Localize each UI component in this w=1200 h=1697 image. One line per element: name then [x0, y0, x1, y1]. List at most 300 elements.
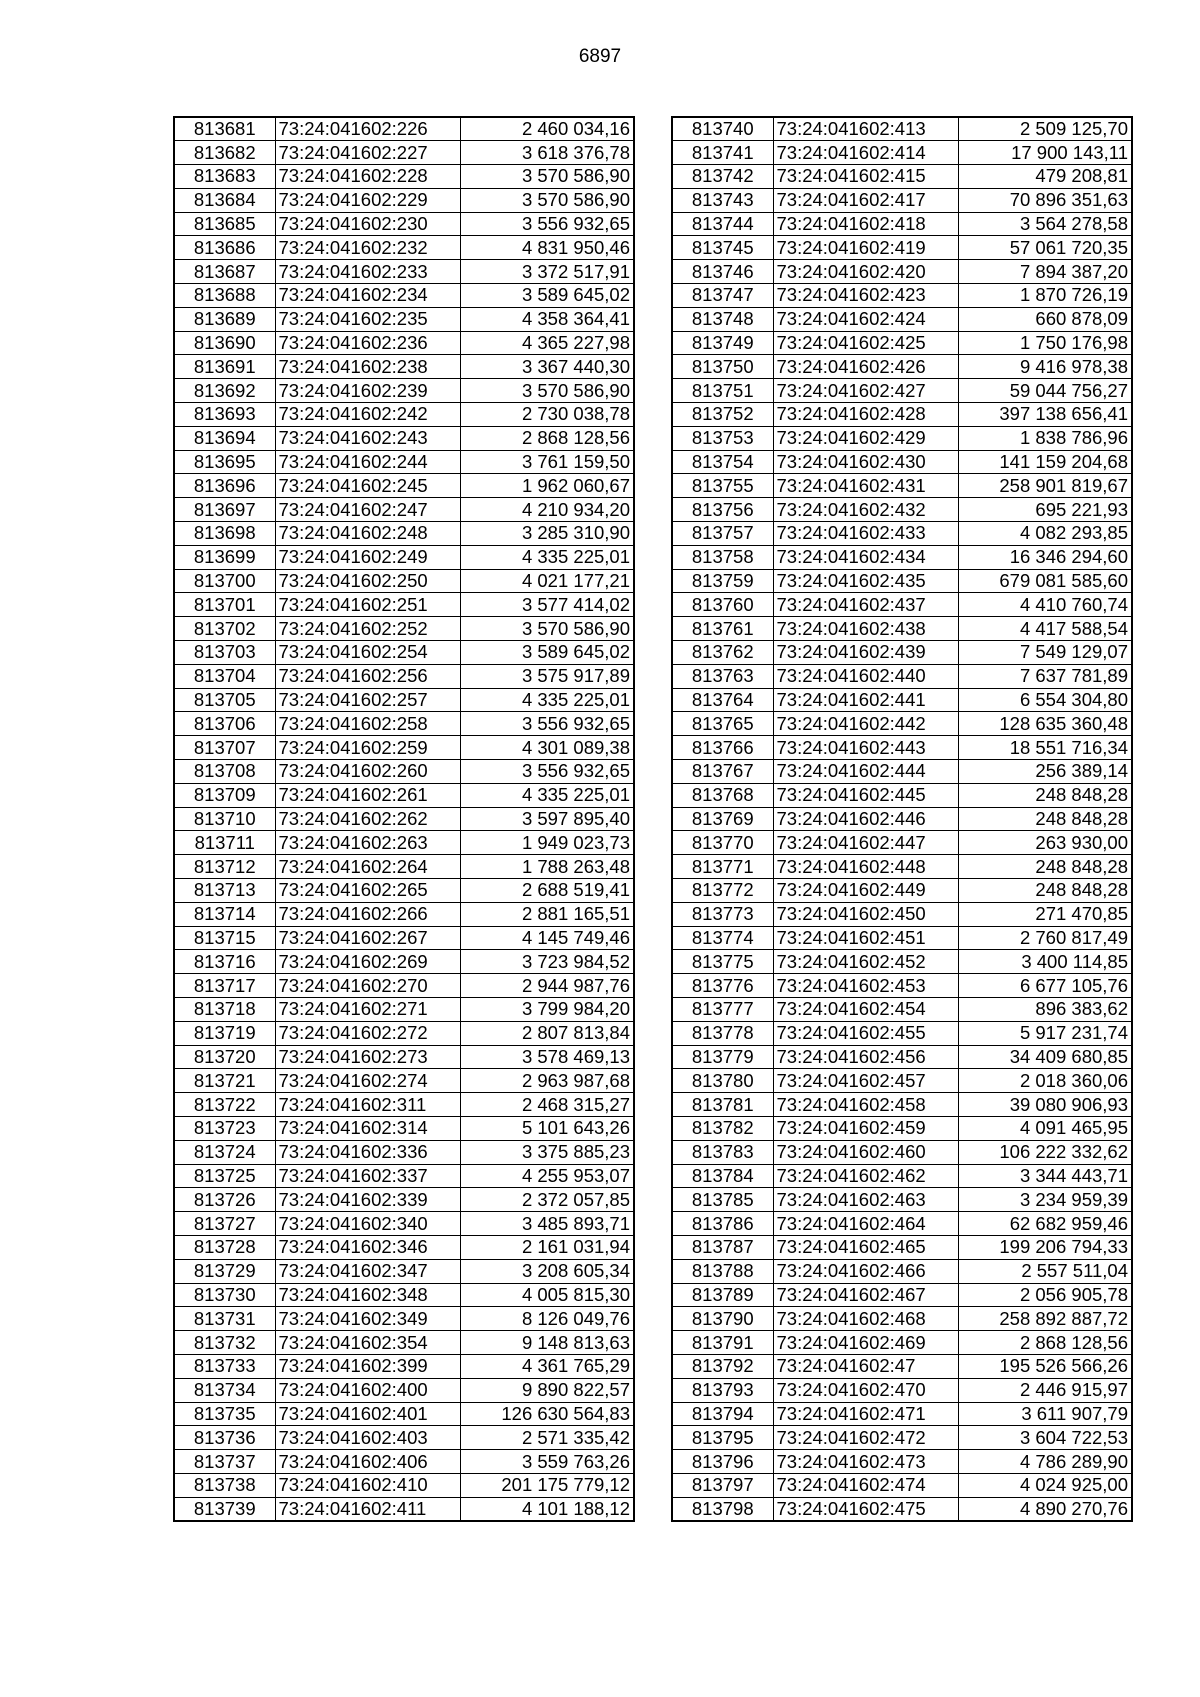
record-number-cell: 813717	[174, 974, 275, 998]
record-number-cell: 813775	[672, 950, 773, 974]
record-number-cell: 813782	[672, 1116, 773, 1140]
table-row	[672, 331, 1132, 355]
cadastral-number-cell: 73:24:041602:452	[773, 950, 958, 974]
record-number-cell: 813730	[174, 1283, 275, 1307]
value-cell: 3 570 586,90	[460, 188, 634, 212]
table-row	[672, 307, 1132, 331]
table-row	[672, 165, 1132, 189]
cadastral-number-cell: 73:24:041602:459	[773, 1116, 958, 1140]
record-number-cell: 813786	[672, 1212, 773, 1236]
record-number-cell: 813765	[672, 712, 773, 736]
value-cell: 4 358 364,41	[460, 307, 634, 331]
table-row	[174, 1188, 634, 1212]
value-cell: 9 148 813,63	[460, 1331, 634, 1355]
cadastral-number-cell: 73:24:041602:463	[773, 1188, 958, 1212]
table-row	[174, 522, 634, 546]
cadastral-number-cell: 73:24:041602:247	[275, 498, 460, 522]
table-row	[174, 664, 634, 688]
record-number-cell: 813688	[174, 284, 275, 308]
record-number-cell: 813739	[174, 1497, 275, 1521]
value-cell: 2 807 813,84	[460, 1021, 634, 1045]
record-number-cell: 813733	[174, 1354, 275, 1378]
record-number-cell: 813690	[174, 331, 275, 355]
value-cell: 4 335 225,01	[460, 545, 634, 569]
cadastral-number-cell: 73:24:041602:262	[275, 807, 460, 831]
cadastral-number-cell: 73:24:041602:424	[773, 307, 958, 331]
left-table-body	[174, 117, 634, 1521]
value-cell: 7 549 129,07	[958, 641, 1132, 665]
record-number-cell: 813772	[672, 879, 773, 903]
record-number-cell: 813760	[672, 593, 773, 617]
value-cell: 896 383,62	[958, 997, 1132, 1021]
cadastral-number-cell: 73:24:041602:433	[773, 522, 958, 546]
value-cell: 1 750 176,98	[958, 331, 1132, 355]
value-cell: 3 400 114,85	[958, 950, 1132, 974]
table-row	[174, 284, 634, 308]
cadastral-number-cell: 73:24:041602:261	[275, 783, 460, 807]
record-number-cell: 813746	[672, 260, 773, 284]
table-row	[672, 1140, 1132, 1164]
record-number-cell: 813770	[672, 831, 773, 855]
record-number-cell: 813722	[174, 1093, 275, 1117]
cadastral-number-cell: 73:24:041602:432	[773, 498, 958, 522]
record-number-cell: 813762	[672, 641, 773, 665]
value-cell: 4 301 089,38	[460, 736, 634, 760]
table-row	[174, 1235, 634, 1259]
cadastral-number-cell: 73:24:041602:457	[773, 1069, 958, 1093]
cadastral-number-cell: 73:24:041602:456	[773, 1045, 958, 1069]
record-number-cell: 813741	[672, 141, 773, 165]
table-row	[672, 1402, 1132, 1426]
value-cell: 1 949 023,73	[460, 831, 634, 855]
cadastral-number-cell: 73:24:041602:428	[773, 403, 958, 427]
cadastral-number-cell: 73:24:041602:467	[773, 1283, 958, 1307]
record-number-cell: 813780	[672, 1069, 773, 1093]
record-number-cell: 813694	[174, 426, 275, 450]
value-cell: 2 881 165,51	[460, 902, 634, 926]
cadastral-number-cell: 73:24:041602:472	[773, 1426, 958, 1450]
cadastral-number-cell: 73:24:041602:460	[773, 1140, 958, 1164]
cadastral-number-cell: 73:24:041602:346	[275, 1235, 460, 1259]
table-row	[174, 1259, 634, 1283]
table-row	[174, 879, 634, 903]
record-number-cell: 813719	[174, 1021, 275, 1045]
record-number-cell: 813751	[672, 379, 773, 403]
value-cell: 2 730 038,78	[460, 403, 634, 427]
table-row	[174, 1426, 634, 1450]
cadastral-number-cell: 73:24:041602:349	[275, 1307, 460, 1331]
cadastral-number-cell: 73:24:041602:234	[275, 284, 460, 308]
table-row	[672, 569, 1132, 593]
value-cell: 248 848,28	[958, 783, 1132, 807]
value-cell: 4 210 934,20	[460, 498, 634, 522]
value-cell: 9 890 822,57	[460, 1378, 634, 1402]
table-row	[672, 664, 1132, 688]
record-number-cell: 813732	[174, 1331, 275, 1355]
value-cell: 126 630 564,83	[460, 1402, 634, 1426]
table-row	[672, 212, 1132, 236]
table-row	[174, 926, 634, 950]
record-number-cell: 813771	[672, 855, 773, 879]
record-number-cell: 813727	[174, 1212, 275, 1236]
value-cell: 4 335 225,01	[460, 783, 634, 807]
cadastral-number-cell: 73:24:041602:339	[275, 1188, 460, 1212]
table-row	[672, 926, 1132, 950]
record-number-cell: 813704	[174, 664, 275, 688]
value-cell: 3 344 443,71	[958, 1164, 1132, 1188]
cadastral-number-cell: 73:24:041602:245	[275, 474, 460, 498]
value-cell: 70 896 351,63	[958, 188, 1132, 212]
record-number-cell: 813792	[672, 1354, 773, 1378]
cadastral-number-cell: 73:24:041602:251	[275, 593, 460, 617]
table-row	[672, 1259, 1132, 1283]
cadastral-number-cell: 73:24:041602:414	[773, 141, 958, 165]
cadastral-number-cell: 73:24:041602:354	[275, 1331, 460, 1355]
table-row	[672, 736, 1132, 760]
record-number-cell: 813737	[174, 1450, 275, 1474]
value-cell: 3 577 414,02	[460, 593, 634, 617]
record-number-cell: 813784	[672, 1164, 773, 1188]
value-cell: 6 677 105,76	[958, 974, 1132, 998]
table-row	[672, 950, 1132, 974]
table-row	[174, 688, 634, 712]
table-row	[174, 1497, 634, 1521]
value-cell: 4 024 925,00	[958, 1473, 1132, 1497]
cadastral-number-cell: 73:24:041602:425	[773, 331, 958, 355]
table-row	[174, 593, 634, 617]
cadastral-number-cell: 73:24:041602:468	[773, 1307, 958, 1331]
record-number-cell: 813753	[672, 426, 773, 450]
record-number-cell: 813777	[672, 997, 773, 1021]
value-cell: 4 145 749,46	[460, 926, 634, 950]
value-cell: 4 101 188,12	[460, 1497, 634, 1521]
right-register-table	[671, 116, 1133, 1522]
record-number-cell: 813686	[174, 236, 275, 260]
cadastral-number-cell: 73:24:041602:227	[275, 141, 460, 165]
value-cell: 3 285 310,90	[460, 522, 634, 546]
record-number-cell: 813759	[672, 569, 773, 593]
value-cell: 3 485 893,71	[460, 1212, 634, 1236]
value-cell: 2 372 057,85	[460, 1188, 634, 1212]
table-row	[672, 236, 1132, 260]
cadastral-number-cell: 73:24:041602:441	[773, 688, 958, 712]
cadastral-number-cell: 73:24:041602:336	[275, 1140, 460, 1164]
cadastral-number-cell: 73:24:041602:273	[275, 1045, 460, 1069]
value-cell: 3 556 932,65	[460, 212, 634, 236]
record-number-cell: 813734	[174, 1378, 275, 1402]
record-number-cell: 813697	[174, 498, 275, 522]
table-row	[174, 1140, 634, 1164]
value-cell: 4 410 760,74	[958, 593, 1132, 617]
cadastral-number-cell: 73:24:041602:270	[275, 974, 460, 998]
value-cell: 2 868 128,56	[958, 1331, 1132, 1355]
record-number-cell: 813712	[174, 855, 275, 879]
table-row	[174, 1093, 634, 1117]
table-row	[672, 974, 1132, 998]
cadastral-number-cell: 73:24:041602:269	[275, 950, 460, 974]
record-number-cell: 813776	[672, 974, 773, 998]
record-number-cell: 813705	[174, 688, 275, 712]
table-row	[672, 1307, 1132, 1331]
table-row	[174, 997, 634, 1021]
cadastral-number-cell: 73:24:041602:410	[275, 1473, 460, 1497]
record-number-cell: 813729	[174, 1259, 275, 1283]
value-cell: 3 375 885,23	[460, 1140, 634, 1164]
record-number-cell: 813758	[672, 545, 773, 569]
table-row	[672, 1497, 1132, 1521]
cadastral-number-cell: 73:24:041602:448	[773, 855, 958, 879]
cadastral-number-cell: 73:24:041602:401	[275, 1402, 460, 1426]
value-cell: 3 564 278,58	[958, 212, 1132, 236]
cadastral-number-cell: 73:24:041602:473	[773, 1450, 958, 1474]
table-row	[672, 1188, 1132, 1212]
table-row	[174, 950, 634, 974]
record-number-cell: 813766	[672, 736, 773, 760]
record-number-cell: 813720	[174, 1045, 275, 1069]
record-number-cell: 813728	[174, 1235, 275, 1259]
table-row	[174, 1116, 634, 1140]
cadastral-number-cell: 73:24:041602:438	[773, 617, 958, 641]
value-cell: 660 878,09	[958, 307, 1132, 331]
value-cell: 3 589 645,02	[460, 641, 634, 665]
record-number-cell: 813724	[174, 1140, 275, 1164]
value-cell: 2 460 034,16	[460, 117, 634, 141]
table-row	[672, 522, 1132, 546]
record-number-cell: 813779	[672, 1045, 773, 1069]
cadastral-number-cell: 73:24:041602:411	[275, 1497, 460, 1521]
cadastral-number-cell: 73:24:041602:254	[275, 641, 460, 665]
record-number-cell: 813701	[174, 593, 275, 617]
cadastral-number-cell: 73:24:041602:400	[275, 1378, 460, 1402]
cadastral-number-cell: 73:24:041602:340	[275, 1212, 460, 1236]
record-number-cell: 813768	[672, 783, 773, 807]
table-row	[672, 688, 1132, 712]
table-row	[174, 617, 634, 641]
table-row	[672, 1450, 1132, 1474]
cadastral-number-cell: 73:24:041602:469	[773, 1331, 958, 1355]
value-cell: 195 526 566,26	[958, 1354, 1132, 1378]
cadastral-number-cell: 73:24:041602:235	[275, 307, 460, 331]
value-cell: 2 509 125,70	[958, 117, 1132, 141]
value-cell: 479 208,81	[958, 165, 1132, 189]
cadastral-number-cell: 73:24:041602:420	[773, 260, 958, 284]
cadastral-number-cell: 73:24:041602:265	[275, 879, 460, 903]
table-row	[672, 498, 1132, 522]
table-row	[174, 1283, 634, 1307]
cadastral-number-cell: 73:24:041602:229	[275, 188, 460, 212]
record-number-cell: 813711	[174, 831, 275, 855]
table-row	[672, 1283, 1132, 1307]
cadastral-number-cell: 73:24:041602:454	[773, 997, 958, 1021]
cadastral-number-cell: 73:24:041602:423	[773, 284, 958, 308]
value-cell: 3 618 376,78	[460, 141, 634, 165]
table-row	[174, 188, 634, 212]
table-row	[174, 1450, 634, 1474]
value-cell: 18 551 716,34	[958, 736, 1132, 760]
record-number-cell: 813689	[174, 307, 275, 331]
cadastral-number-cell: 73:24:041602:256	[275, 664, 460, 688]
table-row	[672, 1069, 1132, 1093]
value-cell: 4 417 588,54	[958, 617, 1132, 641]
cadastral-number-cell: 73:24:041602:406	[275, 1450, 460, 1474]
table-row	[672, 593, 1132, 617]
value-cell: 7 894 387,20	[958, 260, 1132, 284]
value-cell: 16 346 294,60	[958, 545, 1132, 569]
cadastral-number-cell: 73:24:041602:311	[275, 1093, 460, 1117]
table-row	[672, 760, 1132, 784]
record-number-cell: 813774	[672, 926, 773, 950]
value-cell: 679 081 585,60	[958, 569, 1132, 593]
cadastral-number-cell: 73:24:041602:429	[773, 426, 958, 450]
cadastral-number-cell: 73:24:041602:446	[773, 807, 958, 831]
value-cell: 3 799 984,20	[460, 997, 634, 1021]
record-number-cell: 813713	[174, 879, 275, 903]
table-row	[174, 498, 634, 522]
value-cell: 256 389,14	[958, 760, 1132, 784]
table-row	[672, 1378, 1132, 1402]
value-cell: 248 848,28	[958, 855, 1132, 879]
record-number-cell: 813695	[174, 450, 275, 474]
record-number-cell: 813708	[174, 760, 275, 784]
table-row	[174, 736, 634, 760]
table-row	[174, 1212, 634, 1236]
table-row	[672, 379, 1132, 403]
table-row	[174, 855, 634, 879]
record-number-cell: 813791	[672, 1331, 773, 1355]
table-row	[174, 1473, 634, 1497]
record-number-cell: 813710	[174, 807, 275, 831]
record-number-cell: 813683	[174, 165, 275, 189]
value-cell: 1 962 060,67	[460, 474, 634, 498]
cadastral-number-cell: 73:24:041602:244	[275, 450, 460, 474]
table-row	[672, 617, 1132, 641]
cadastral-number-cell: 73:24:041602:443	[773, 736, 958, 760]
table-row	[174, 760, 634, 784]
record-number-cell: 813783	[672, 1140, 773, 1164]
record-number-cell: 813702	[174, 617, 275, 641]
value-cell: 4 786 289,90	[958, 1450, 1132, 1474]
value-cell: 3 559 763,26	[460, 1450, 634, 1474]
table-row	[174, 569, 634, 593]
cadastral-number-cell: 73:24:041602:233	[275, 260, 460, 284]
record-number-cell: 813709	[174, 783, 275, 807]
table-row	[174, 165, 634, 189]
value-cell: 4 091 465,95	[958, 1116, 1132, 1140]
value-cell: 128 635 360,48	[958, 712, 1132, 736]
record-number-cell: 813723	[174, 1116, 275, 1140]
table-row	[174, 1164, 634, 1188]
record-number-cell: 813715	[174, 926, 275, 950]
record-number-cell: 813700	[174, 569, 275, 593]
value-cell: 7 637 781,89	[958, 664, 1132, 688]
table-row	[672, 712, 1132, 736]
cadastral-number-cell: 73:24:041602:263	[275, 831, 460, 855]
table-row	[672, 1354, 1132, 1378]
table-row	[672, 355, 1132, 379]
value-cell: 201 175 779,12	[460, 1473, 634, 1497]
value-cell: 3 208 605,34	[460, 1259, 634, 1283]
table-row	[672, 260, 1132, 284]
table-row	[174, 1378, 634, 1402]
cadastral-number-cell: 73:24:041602:403	[275, 1426, 460, 1450]
table-row	[672, 1164, 1132, 1188]
table-row	[174, 331, 634, 355]
value-cell: 263 930,00	[958, 831, 1132, 855]
value-cell: 34 409 680,85	[958, 1045, 1132, 1069]
record-number-cell: 813781	[672, 1093, 773, 1117]
value-cell: 2 571 335,42	[460, 1426, 634, 1450]
record-number-cell: 813747	[672, 284, 773, 308]
value-cell: 248 848,28	[958, 879, 1132, 903]
right-table-body	[672, 117, 1132, 1521]
value-cell: 3 604 722,53	[958, 1426, 1132, 1450]
value-cell: 258 901 819,67	[958, 474, 1132, 498]
record-number-cell: 813714	[174, 902, 275, 926]
value-cell: 4 255 953,07	[460, 1164, 634, 1188]
record-number-cell: 813755	[672, 474, 773, 498]
record-number-cell: 813693	[174, 403, 275, 427]
value-cell: 8 126 049,76	[460, 1307, 634, 1331]
cadastral-number-cell: 73:24:041602:314	[275, 1116, 460, 1140]
table-row	[174, 307, 634, 331]
cadastral-number-cell: 73:24:041602:257	[275, 688, 460, 712]
cadastral-number-cell: 73:24:041602:249	[275, 545, 460, 569]
cadastral-number-cell: 73:24:041602:440	[773, 664, 958, 688]
cadastral-number-cell: 73:24:041602:415	[773, 165, 958, 189]
table-row	[174, 712, 634, 736]
table-row	[672, 641, 1132, 665]
table-row	[672, 545, 1132, 569]
table-row	[672, 117, 1132, 141]
cadastral-number-cell: 73:24:041602:413	[773, 117, 958, 141]
value-cell: 3 597 895,40	[460, 807, 634, 831]
cadastral-number-cell: 73:24:041602:47	[773, 1354, 958, 1378]
record-number-cell: 813736	[174, 1426, 275, 1450]
value-cell: 2 963 987,68	[460, 1069, 634, 1093]
value-cell: 1 838 786,96	[958, 426, 1132, 450]
record-number-cell: 813682	[174, 141, 275, 165]
cadastral-number-cell: 73:24:041602:252	[275, 617, 460, 641]
value-cell: 57 061 720,35	[958, 236, 1132, 260]
cadastral-number-cell: 73:24:041602:232	[275, 236, 460, 260]
value-cell: 5 917 231,74	[958, 1021, 1132, 1045]
value-cell: 3 589 645,02	[460, 284, 634, 308]
record-number-cell: 813745	[672, 236, 773, 260]
cadastral-number-cell: 73:24:041602:455	[773, 1021, 958, 1045]
record-number-cell: 813761	[672, 617, 773, 641]
record-number-cell: 813798	[672, 1497, 773, 1521]
cadastral-number-cell: 73:24:041602:228	[275, 165, 460, 189]
record-number-cell: 813752	[672, 403, 773, 427]
value-cell: 3 556 932,65	[460, 760, 634, 784]
table-row	[672, 1426, 1132, 1450]
value-cell: 3 570 586,90	[460, 379, 634, 403]
value-cell: 3 575 917,89	[460, 664, 634, 688]
table-row	[174, 355, 634, 379]
table-row	[672, 783, 1132, 807]
value-cell: 248 848,28	[958, 807, 1132, 831]
value-cell: 2 018 360,06	[958, 1069, 1132, 1093]
table-row	[174, 545, 634, 569]
record-number-cell: 813789	[672, 1283, 773, 1307]
record-number-cell: 813742	[672, 165, 773, 189]
record-number-cell: 813788	[672, 1259, 773, 1283]
cadastral-number-cell: 73:24:041602:471	[773, 1402, 958, 1426]
table-row	[174, 831, 634, 855]
table-row	[672, 855, 1132, 879]
record-number-cell: 813699	[174, 545, 275, 569]
record-number-cell: 813706	[174, 712, 275, 736]
